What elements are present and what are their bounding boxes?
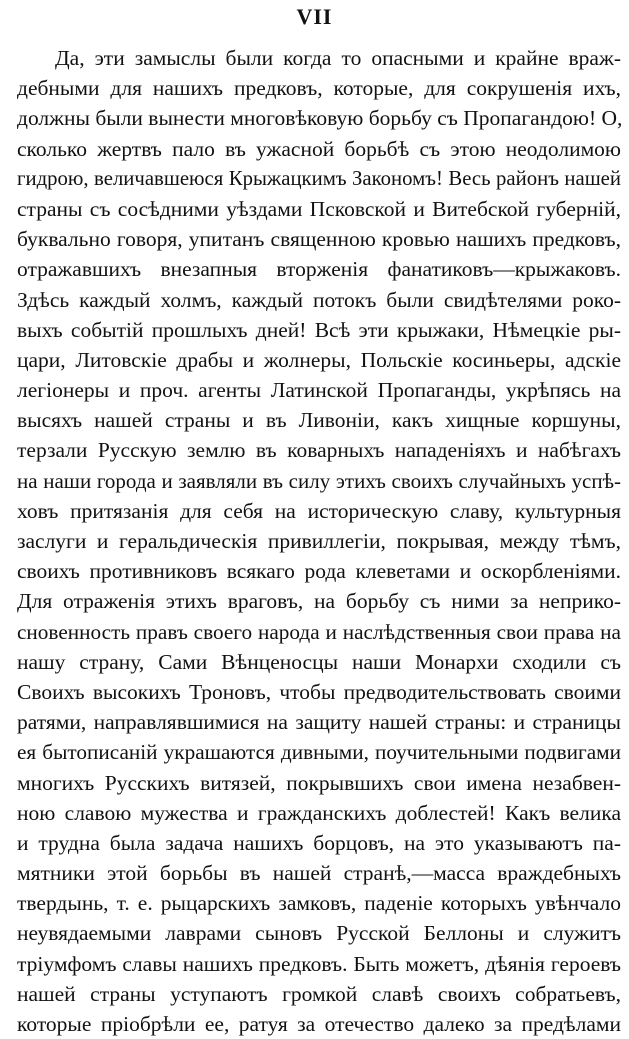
text-line: Своихъ высокихъ Троновъ, чтобы предводительствовать своими: [17, 679, 621, 704]
text-line: сколько жертвъ пало въ ужасной борьбѣ съ этою неодолимою: [17, 136, 621, 161]
text-line: тріумфомъ славы нашихъ предковъ. Быть можетъ, дѣянія героевъ: [17, 951, 621, 976]
text-line: гидрою, величавшеюся Крыжацкимъ Закономъ! Весь районъ нашей: [17, 167, 621, 190]
text-line: легіонеры и проч. агенты Латинской Пропаганды, укрѣпясь на: [17, 378, 621, 403]
text-line: нашу страну, Сами Вѣнценосцы наши Монархи сходили съ: [17, 649, 621, 674]
text-line: мятники этой борьбы въ нашей странѣ,—масса враждебныхъ: [17, 861, 621, 886]
text-line: ховъ притязанія для себя на историческую славу, культурныя: [17, 498, 621, 523]
text-line: высяхъ нашей страны и въ Ливоніи, какъ хищные коршуны,: [17, 408, 621, 433]
text-line: неувядаемыми лаврами сыновъ Русской Беллоны и служитъ: [17, 921, 621, 946]
text-line: ною славою мужества и гражданскихъ доблестей! Какъ велика: [17, 800, 621, 825]
text-line: многихъ Русскихъ витязей, покрывшихъ свои имена незабвен-: [17, 770, 621, 795]
text-line: выхъ событій прошлыхъ дней! Всѣ эти крыжаки, Нѣмецкіе ры-: [17, 317, 621, 342]
text-line: своихъ противниковъ всякаго рода клеветами и оскорбленіями.: [17, 559, 621, 584]
text-line: Для отраженія этихъ враговъ, на борьбу съ ними за неприко-: [17, 589, 621, 614]
text-line: которые пріобрѣли ее, ратуя за отечество далеко за предѣлами: [17, 1012, 621, 1036]
text-line: дебными для нашихъ предковъ, которые, для сокрушенія ихъ,: [17, 76, 621, 101]
text-line: Здѣсь каждый холмъ, каждый потокъ были свидѣтелями роко-: [17, 287, 621, 312]
text-line: ея бытописаній украшаются дивными, поучительными подвигами: [17, 740, 621, 765]
text-line: сновенность правъ своего народа и наслѣдственныя свои права на: [17, 619, 621, 644]
text-line: цари, Литовскіе драбы и жолнеры, Польскіе косиньеры, адскіе: [17, 347, 621, 372]
body-text: [0, 43, 629, 1039]
text-line: заслуги и геральдическія привиллегіи, покрывая, между тѣмъ,: [17, 529, 621, 553]
text-line: нашей страны уступаютъ громкой славѣ своихъ собратьевъ,: [17, 981, 621, 1006]
text-line: Да, эти замыслы были когда то опасными и крайне враж-: [55, 46, 621, 70]
text-line: терзали Русскую землю въ коварныхъ нападеніяхъ и набѣгахъ: [17, 438, 621, 463]
text-line: и трудна была задача нашихъ борцовъ, на это указываютъ па-: [17, 830, 621, 855]
text-line: на наши города и заявляли въ силу этихъ своихъ случайныхъ успѣ-: [17, 468, 621, 493]
text-line: отражавшихъ внезапныя вторженія фанатиковъ—крыжаковъ.: [17, 257, 621, 282]
page-number: VII: [296, 4, 333, 29]
text-line: должны были вынести многовѣковую борьбу съ Пропагандою! О,: [17, 106, 623, 131]
text-line: буквально говоря, упитанъ священною кровью нашихъ предковъ,: [17, 227, 621, 252]
text-line: твердынь, т. е. рыцарскихъ замковъ, паденіе которыхъ увѣнчало: [17, 891, 621, 916]
text-line: ратями, направлявшимися на защиту нашей страны: и страницы: [17, 710, 621, 735]
text-line: страны съ сосѣдними уѣздами Псковской и Витебской губерній,: [17, 196, 621, 221]
